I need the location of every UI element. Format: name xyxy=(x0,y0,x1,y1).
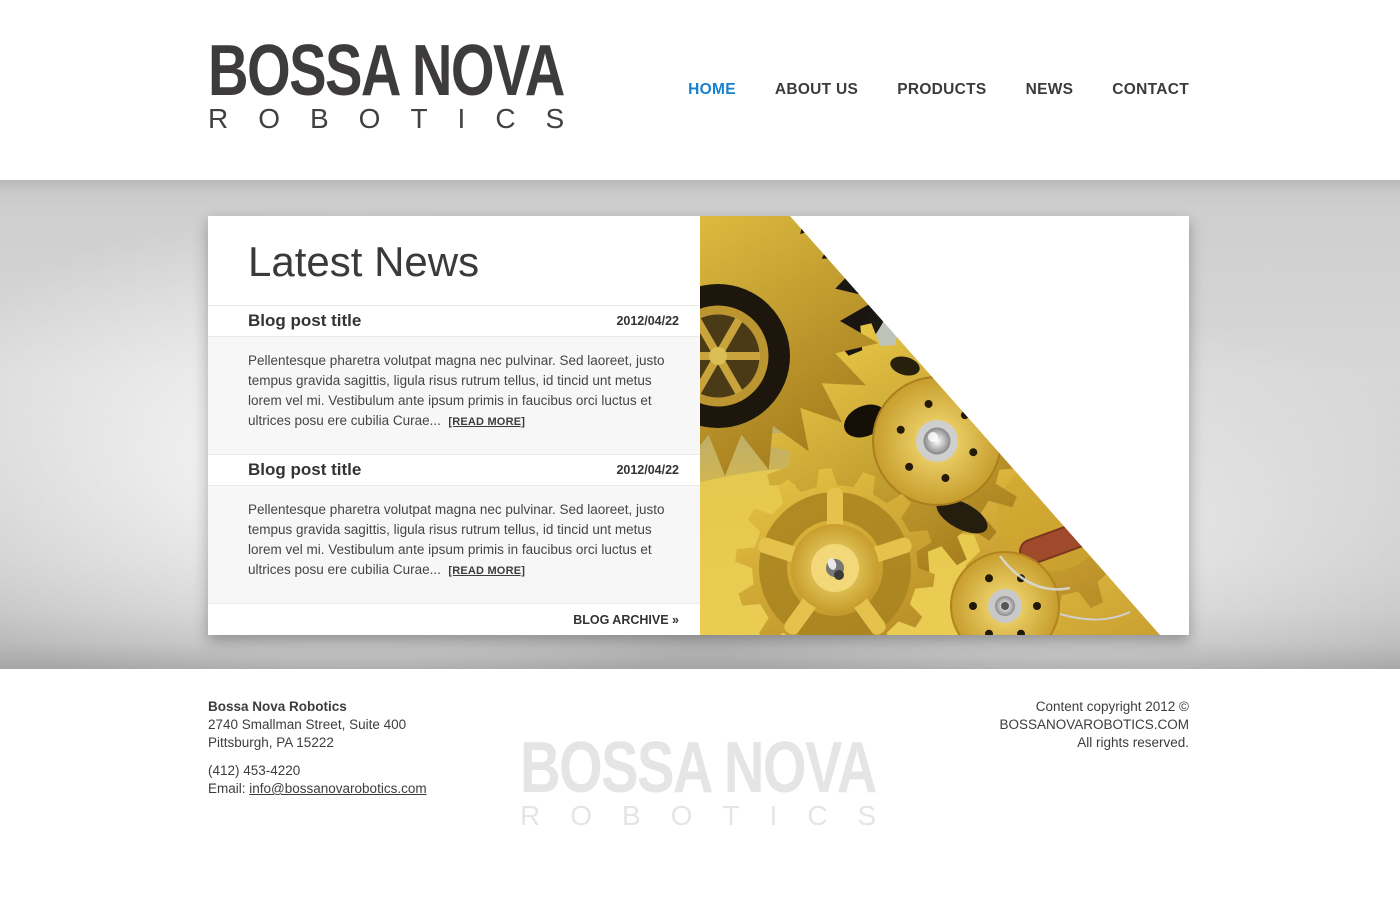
nav-item-products[interactable]: PRODUCTS xyxy=(897,81,987,98)
news-column xyxy=(208,216,700,635)
post-body xyxy=(208,337,700,454)
main-nav xyxy=(688,0,1189,180)
footer-address-line2: Pittsburgh, PA 15222 xyxy=(208,735,334,750)
content-band xyxy=(0,180,1400,669)
read-more-link[interactable]: [READ MORE] xyxy=(448,565,526,577)
post-body xyxy=(208,486,700,603)
watermark-text-secondary: ROBOTICS xyxy=(520,800,907,831)
watermark-text-primary: BOSSA NOVA xyxy=(520,728,876,808)
post-excerpt: Pellentesque pharetra volutpat magna nec pulvinar. Sed laoreet, justo tempus gravida sagittis, ligula risus rutrum tellus, id tincid unt metus lorem vel mi. Vestibulum ante ipsum primis in faucibus orci luctus et ultrices posu ere cubilia Curae... xyxy=(248,353,665,428)
logo[interactable] xyxy=(208,31,664,134)
post-title: Blog post title xyxy=(248,460,362,479)
footer-address-line1: 2740 Smallman Street, Suite 400 xyxy=(208,717,407,732)
logo-text-primary: BOSSA NOVA xyxy=(208,31,564,111)
copyright-line3: All rights reserved. xyxy=(1077,735,1189,750)
blog-archive-link[interactable]: BLOG ARCHIVE » xyxy=(573,612,679,627)
footer-company-name: Bossa Nova Robotics xyxy=(208,699,347,714)
archive-row xyxy=(208,603,700,635)
nav-item-news[interactable]: NEWS xyxy=(1025,81,1074,98)
nav-item-contact[interactable]: CONTACT xyxy=(1112,81,1189,98)
site-header xyxy=(0,0,1400,180)
footer-email-label: Email: xyxy=(208,781,246,796)
footer-phone: (412) 453-4220 xyxy=(208,763,301,778)
hero-image xyxy=(700,216,1189,635)
post-header-row xyxy=(208,305,700,337)
footer-email-link[interactable]: info@bossanovarobotics.com xyxy=(249,781,427,796)
footer-watermark-logo xyxy=(520,728,976,831)
post-date: 2012/04/22 xyxy=(616,314,679,328)
footer-copyright-block xyxy=(999,698,1189,752)
nav-item-home[interactable]: HOME xyxy=(688,81,736,98)
logo-text-secondary: ROBOTICS xyxy=(208,103,595,134)
nav-item-about-us[interactable]: ABOUT US xyxy=(774,81,859,98)
news-card xyxy=(208,216,1189,635)
page-title: Latest News xyxy=(248,238,480,285)
read-more-link[interactable]: [READ MORE] xyxy=(448,416,526,428)
copyright-line1: Content copyright 2012 © xyxy=(1035,699,1189,714)
site-footer xyxy=(0,669,1400,900)
post-excerpt: Pellentesque pharetra volutpat magna nec pulvinar. Sed laoreet, justo tempus gravida sagittis, ligula risus rutrum tellus, id tincid unt metus lorem vel mi. Vestibulum ante ipsum primis in faucibus orci luctus et ultrices posu ere cubilia Curae... xyxy=(248,502,665,577)
gears-photo xyxy=(700,216,1189,635)
post-title: Blog post title xyxy=(248,311,362,330)
copyright-line2: BOSSANOVAROBOTICS.COM xyxy=(999,717,1189,732)
footer-address-block xyxy=(208,698,427,798)
post-date: 2012/04/22 xyxy=(616,463,679,477)
post-header-row xyxy=(208,454,700,486)
